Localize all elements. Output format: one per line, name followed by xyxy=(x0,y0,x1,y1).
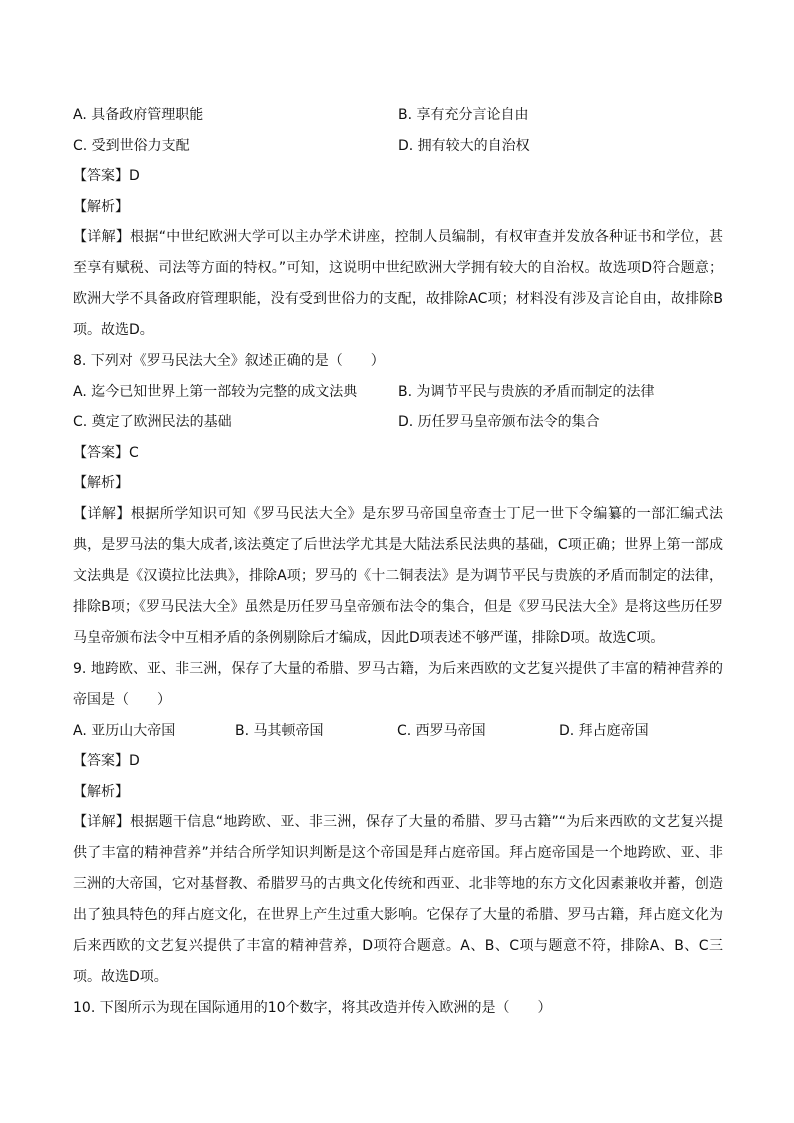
analysis-tag: 【解析】 xyxy=(73,475,129,491)
q8-option-b: B. 为调节平民与贵族的矛盾而制定的法律 xyxy=(398,383,655,400)
q7-option-d: D. 拥有较大的自治权 xyxy=(398,137,530,154)
detail-text: 根据所学知识可知《罗马民法大全》是东罗马帝国皇帝查士丁尼一世下令编纂的一部汇编式法典，是罗马法的集大成者,该法奠定了后世法学尤其是大陆法系民法典的基础，C项正确；世界上第一部成文法典是《汉谟拉比法典》，排除A项；罗马的《十二铜表法》是为调节平民与贵族的矛盾而制定的法律，排除B项；《罗马民法大全》虽然是历任罗马皇帝颁布法令的集合，但是《罗马民法大全》是将这些历任罗马皇帝颁布法令中互相矛盾的条例剔除后才编成，因此D项表述不够严谨，排除D项。故选C项。 xyxy=(73,505,724,646)
q8-analysis-heading xyxy=(73,468,723,499)
answer-tag: 【答案】 xyxy=(73,444,129,461)
detail-text: 根据“中世纪欧洲大学可以主办学术讲座，控制人员编制，有权审查并发放各种证书和学位，甚至享有赋税、司法等方面的特权。”可知，这说明中世纪欧洲大学拥有较大的自治权。故选项D符合题意；欧洲大学不具备政府管理职能，没有受到世俗力的支配，故排除AC项；材料没有涉及言论自由，故排除B项。故选D。 xyxy=(73,229,723,338)
analysis-tag: 【解析】 xyxy=(73,198,129,215)
answer-value: D xyxy=(129,753,140,769)
q9-options-row xyxy=(73,716,723,747)
q7-analysis-heading xyxy=(73,192,723,223)
q8-options-row-1 xyxy=(73,377,723,408)
q7-detail xyxy=(73,222,723,346)
q9-analysis-heading xyxy=(73,777,723,808)
q7-options-row-1 xyxy=(73,100,723,131)
q8-option-c: C. 奠定了欧洲民法的基础 xyxy=(73,414,232,430)
q9-option-a: A. 亚历山大帝国 xyxy=(73,722,176,739)
q7-option-b: B. 享有充分言论自由 xyxy=(398,107,529,123)
q9-answer xyxy=(73,746,723,777)
q8-option-a: A. 迄今已知世界上第一部较为完整的成文法典 xyxy=(73,383,358,400)
q9-option-c: C. 西罗马帝国 xyxy=(397,722,486,739)
q8-options-row-2 xyxy=(73,407,723,438)
q9-detail xyxy=(73,807,723,993)
q7-options-row-2 xyxy=(73,131,723,162)
q8-detail xyxy=(73,499,723,654)
answer-tag: 【答案】 xyxy=(73,168,129,184)
q7-answer xyxy=(73,161,723,192)
q10-stem: 10. 下图所示为现在国际通用的10个数字，将其改造并传入欧洲的是（ ） xyxy=(73,1000,552,1016)
q8-option-d: D. 历任罗马皇帝颁布法令的集合 xyxy=(398,414,600,430)
q9-stem: 9. 地跨欧、亚、非三洲，保存了大量的希腊、罗马古籍，为后来西欧的文艺复兴提供了丰富的精神营养的帝国是（ ） xyxy=(73,660,723,708)
q7-option-a: A. 具备政府管理职能 xyxy=(73,107,204,123)
detail-text: 根据题干信息“地跨欧、亚、非三洲，保存了大量的希腊、罗马古籍”“为后来西欧的文艺复兴提供了丰富的精神营养”并结合所学知识判断是这个帝国是拜占庭帝国。拜占庭帝国是一个地跨欧、亚、非三洲的大帝国，它对基督教、希腊罗马的古典文化传统和西亚、北非等地的东方文化因素兼收并蓄，创造出了独具特色的拜占庭文化，在世界上产生过重大影响。它保存了大量的希腊、罗马古籍，拜占庭文化为后来西欧的文艺复兴提供了丰富的精神营养，D项符合题意。A、B、C项与题意不符，排除A、B、C三项。故选D项。 xyxy=(73,814,723,985)
analysis-tag: 【解析】 xyxy=(73,783,129,800)
detail-tag: 【详解】 xyxy=(73,814,131,830)
answer-value: D xyxy=(129,168,140,184)
answer-value: C xyxy=(129,444,139,461)
q8-answer xyxy=(73,438,723,469)
document-page xyxy=(73,100,723,1024)
detail-tag: 【详解】 xyxy=(73,505,131,522)
q9-option-b: B. 马其顿帝国 xyxy=(235,722,324,739)
detail-tag: 【详解】 xyxy=(73,229,131,245)
q8-stem: 8. 下列对《罗马民法大全》叙述正确的是（ ） xyxy=(73,353,385,369)
answer-tag: 【答案】 xyxy=(73,753,129,769)
q7-option-c: C. 受到世俗力支配 xyxy=(73,137,190,154)
q9-option-d: D. 拜占庭帝国 xyxy=(559,722,649,739)
